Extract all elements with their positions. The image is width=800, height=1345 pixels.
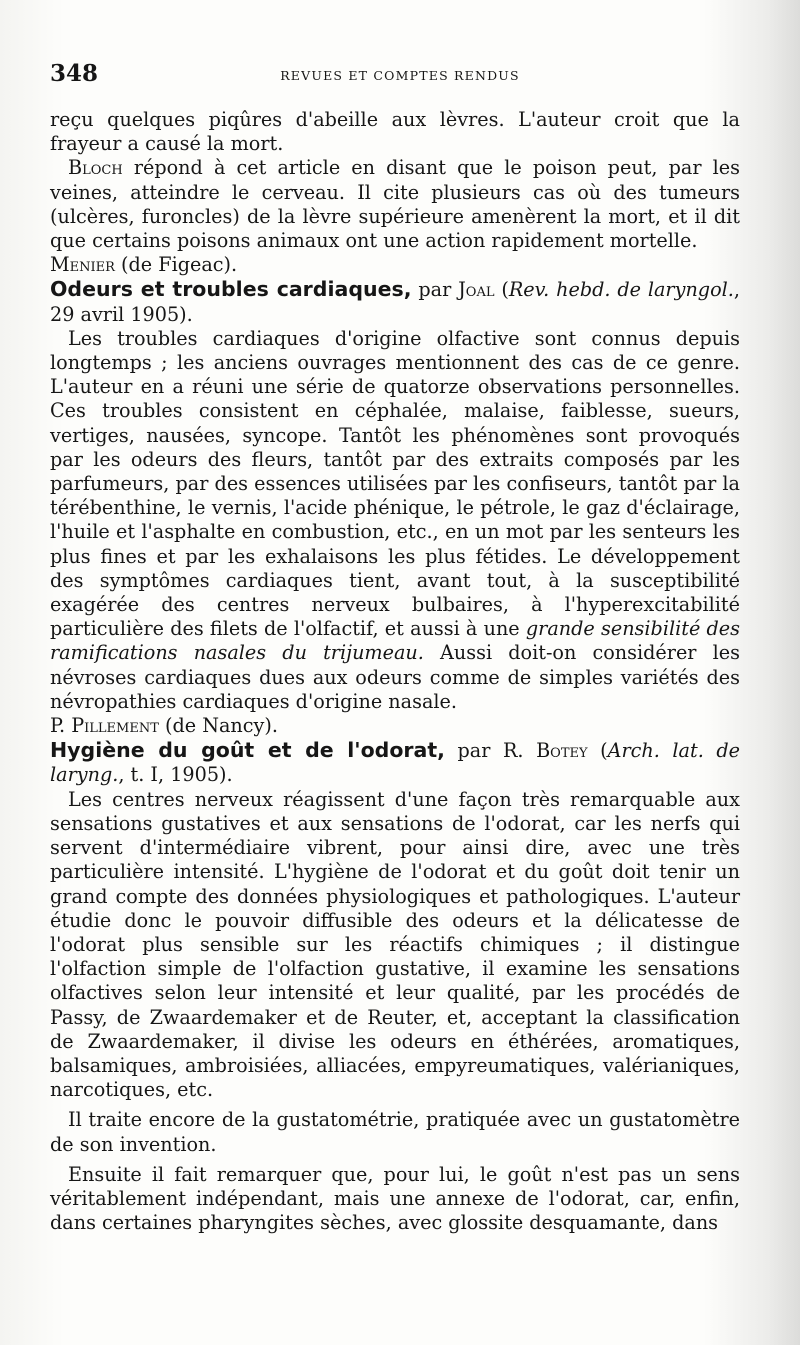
article-1-signature-initial: P. <box>50 714 72 738</box>
running-title: REVUES ET COMPTES RENDUS <box>280 68 520 83</box>
article-1-signature-place: (de Nancy). <box>158 714 278 738</box>
page-number: 348 <box>50 60 99 87</box>
article-1-by: par <box>411 278 459 302</box>
article-1-source-open: ( <box>494 278 509 302</box>
article-1-text: Les troubles cardiaques d'origine olfactive sont connus depuis longtemps ; les anciens ouvrages mentionnent des cas de ce genre. L'auteur en a réuni une série de quatorze observations personnelles. Ces troubles consistent en céphalée, malaise, faiblesse, sueurs, vertiges, nausées, syncope. Tantôt les phénomènes sont provoqués par les odeurs des fleurs, tantôt par des extraits composés par les parfumeurs, par des essences utilisées par les confiseurs, tantôt par la térébenthine, le vernis, l'acide phénique, le pétrole, le gaz d'éclairage, l'huile et l'asphalte en combustion, etc., en un mot par les senteurs les plus fines et par les exhalaisons les plus fétides. Le développement des symptômes cardiaques tient, avant tout, à la susceptibilité exagérée des centres nerveux bulbaires, à l'hyperexcitabilité particulière des filets de l'olfactif, et aussi à une <box>50 326 740 641</box>
page-header <box>50 60 750 90</box>
article-1-signature-name: Pillement <box>71 714 159 738</box>
article-1-signature <box>50 714 740 738</box>
intro-paragraph-2-text: répond à cet article en disant que le poison peut, par les veines, atteindre le cerveau. Il cite plusieurs cas où des tumeurs (ulcères, furoncles) de la lèvre supérieure amenèrent la mort, et il dit que certains poisons animaux ont une action rapidement mortelle. <box>50 156 740 253</box>
article-2-heading <box>50 738 740 787</box>
article-1-heading <box>50 277 740 326</box>
article-2-source-open: ( <box>587 739 608 763</box>
article-1-source: Rev. hebd. de laryngol. <box>508 278 734 302</box>
intro-author: Bloch <box>68 156 123 180</box>
article-2-by: par R. <box>444 739 537 763</box>
article-2-source: Arch. lat. de laryng. <box>50 739 740 787</box>
article-1-italic-phrase: grande sensibilité des ramifications nasales du trijumeau. <box>50 617 740 665</box>
article-2-author: Botey <box>536 739 588 763</box>
article-2-paragraph-3: Ensuite il fait remarquer que, pour lui, le goût n'est pas un sens véritablement indépendant, mais une annexe de l'odorat, car, enfin, dans certaines pharyngites sèches, avec glossite desquamante, dans <box>50 1162 740 1235</box>
article-2-paragraph-2: Il traite encore de la gustatométrie, pratiquée avec un gustatomètre de son invention. <box>50 1108 740 1156</box>
article-1-source-rest: , 29 avril 1905). <box>50 278 740 326</box>
article-2-source-rest: , t. I, 1905). <box>118 763 233 787</box>
intro-signature-name: Menier <box>50 253 115 277</box>
article-1-title: Odeurs et troubles cardiaques, <box>50 277 412 302</box>
intro-paragraph-2 <box>50 156 740 253</box>
intro-signature <box>50 253 740 277</box>
intro-signature-place: (de Figeac). <box>114 253 238 277</box>
article-1-author: Joal <box>458 278 495 302</box>
page-body <box>50 108 740 1235</box>
article-1-text-end: Aussi doit-on considérer les névroses cardiaques dues aux odeurs comme de simples variétés des névropathies cardiaques d'origine nasale. <box>50 641 740 713</box>
article-1-paragraph <box>50 327 740 714</box>
article-2-title: Hygiène du goût et de l'odorat, <box>50 738 445 763</box>
intro-paragraph-1: reçu quelques piqûres d'abeille aux lèvres. L'auteur croit que la frayeur a causé la mort. <box>50 108 740 156</box>
article-2-paragraph-1: Les centres nerveux réagissent d'une façon très remarquable aux sensations gustatives et aux sensations de l'odorat, car les nerfs qui servent d'intermédiaire vibrent, pour ainsi dire, avec une très particulière intensité. L'hygiène de l'odorat et du goût doit tenir un grand compte des données physiologiques et pathologiques. L'auteur étudie donc le pouvoir diffusible des odeurs et la délicatesse de l'odorat plus sensible sur les réactifs chimiques ; il distingue l'olfaction simple de l'olfaction gustative, il examine les sensations olfactives selon leur intensité et leur qualité, par les procédés de Passy, de Zwaardemaker et de Reuter, et, acceptant la classification de Zwaardemaker, il divise les odeurs en éthérées, aromatiques, balsamiques, ambroisiées, alliacées, empyreumatiques, valérianiques, narcotiques, etc. <box>50 787 740 1102</box>
